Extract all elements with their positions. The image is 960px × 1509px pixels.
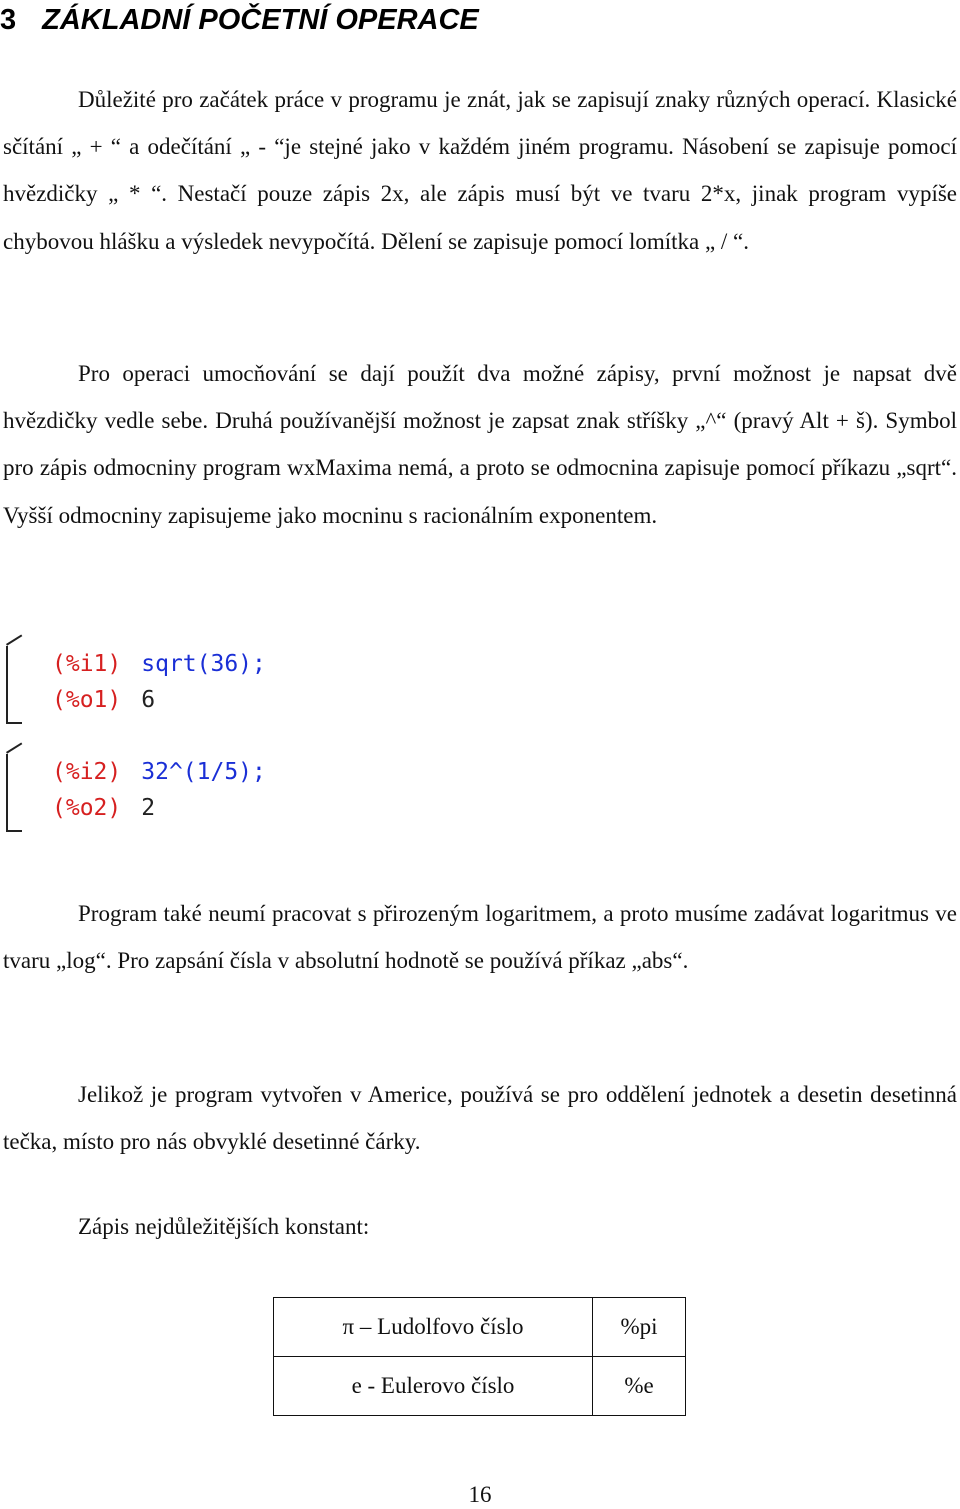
table-row [274, 1357, 686, 1416]
paragraph-powers: Pro operaci umocňování se dají použít dva možné zápisy, první možnost je napsat dvě hvězdičky vedle sebe. Druhá používanější možnost je zapsat znak stříšky „^“ (pravý Alt + š). Symbol pro zápis odmocniny program wxMaxima nemá, a proto se odmocnina zapisuje pomocí příkazu „sqrt“. Vyšší odmocniny zapisujeme jako mocninu s racionálním exponentem. [3, 361, 957, 528]
paragraph-logarithm: Program také neumí pracovat s přirozeným logaritmem, a proto musíme zadávat logaritmus ve tvaru „log“. Pro zapsání čísla v absolutní hodnotě se používá příkaz „abs“. [3, 901, 957, 974]
table-row [274, 1298, 686, 1357]
output-label: (%o1) [52, 687, 122, 713]
cell-bracket[interactable] [6, 646, 22, 724]
input-label: (%i2) [52, 759, 122, 785]
output-label: (%o2) [52, 795, 122, 821]
section-number: 3 [0, 4, 17, 36]
constant-name: π – Ludolfovo číslo [274, 1298, 593, 1357]
cell-bracket[interactable] [6, 754, 22, 832]
output-line [52, 682, 155, 718]
input-expression[interactable]: sqrt(36); [141, 651, 266, 677]
section-title: ZÁKLADNÍ POČETNÍ OPERACE [42, 4, 479, 36]
constant-symbol: %pi [593, 1298, 686, 1357]
section-heading [0, 0, 479, 40]
output-line [52, 790, 155, 826]
constant-name: e - Eulerovo číslo [274, 1357, 593, 1416]
output-value: 2 [141, 795, 156, 821]
paragraph-constants-intro: Zápis nejdůležitějších konstant: [78, 1214, 370, 1239]
page-number: 16 [468, 1482, 492, 1507]
paragraph-operators: Důležité pro začátek práce v programu je znát, jak se zapisují znaky různých operací. Klasické sčítání „ + “ a odečítání „ - “je stejné jako v každém jiném programu. Násobení se zapisuje pomocí hvězdičky „ * “. Nestačí pouze zápis 2x, ale zápis musí být ve tvaru 2*x, jinak program vypíše chybovou hlášku a výsledek nevypočítá. Dělení se zapisuje pomocí lomítka „ / “. [3, 87, 957, 254]
maxima-cell-2 [6, 748, 326, 832]
maxima-cell-1 [6, 640, 326, 724]
paragraph-decimal: Jelikož je program vytvořen v Americe, používá se pro oddělení jednotek a desetin desetinná tečka, místo pro nás obvyklé desetinné čárky. [3, 1082, 957, 1155]
input-expression[interactable]: 32^(1/5); [141, 759, 266, 785]
output-value: 6 [141, 687, 156, 713]
input-label: (%i1) [52, 651, 122, 677]
input-line [52, 754, 266, 790]
input-line [52, 646, 266, 682]
constants-table [273, 1297, 686, 1416]
constant-symbol: %e [593, 1357, 686, 1416]
